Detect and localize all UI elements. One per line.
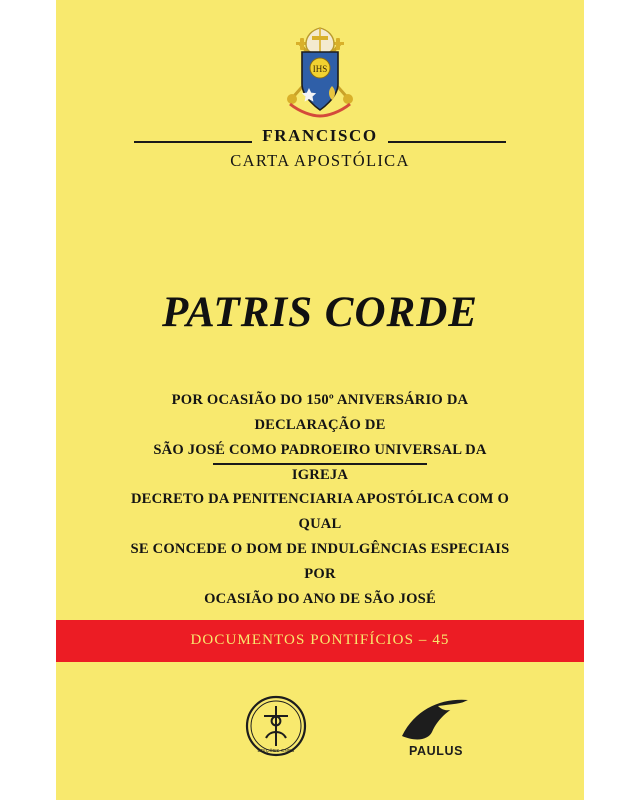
subtitle-divider-rule: [213, 463, 427, 465]
page-title: PATRIS CORDE: [162, 289, 478, 336]
series-label: DOCUMENTOS PONTIFÍCIOS – 45: [190, 632, 450, 648]
author-name: FRANCISCO: [262, 126, 378, 145]
secondary-subtitle-line: DECRETO DA PENITENCIARIA APOSTÓLICA COM O QUAL: [130, 491, 510, 532]
paulus-logo-icon: [398, 698, 474, 744]
papal-coat-of-arms-icon: [272, 22, 368, 120]
edicoes-cnbb-label: EDIÇÕES CNBB: [257, 748, 295, 753]
svg-text:IHS: IHS: [312, 64, 328, 74]
document-type: CARTA APOSTÓLICA: [230, 151, 410, 170]
subtitle-line: SÃO JOSÉ COMO PADROEIRO UNIVERSAL DA IGREJA: [153, 442, 487, 483]
secondary-subtitle-block: [130, 487, 510, 612]
subtitle-block: [134, 388, 506, 488]
subtitle-line: POR OCASIÃO DO 150º ANIVERSÁRIO DA DECLARAÇÃO DE: [171, 392, 469, 433]
cover-artwork: [56, 0, 584, 800]
secondary-subtitle-line: SE CONCEDE O DOM DE INDULGÊNCIAS ESPECIAIS POR: [130, 541, 510, 582]
secondary-subtitle-line: OCASIÃO DO ANO DE SÃO JOSÉ: [204, 591, 436, 607]
paulus-label: PAULUS: [408, 744, 464, 758]
